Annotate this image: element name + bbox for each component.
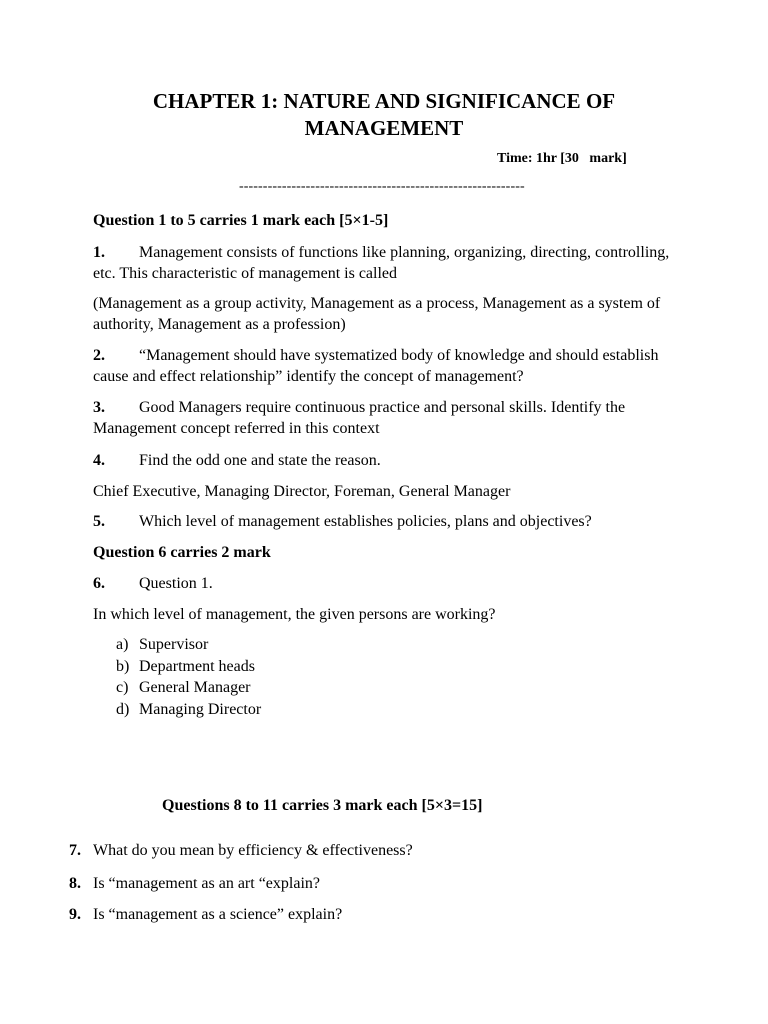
question-6-list: [116, 634, 261, 720]
question-6: [93, 573, 683, 594]
separator-line: ------------------------------------------------------------: [239, 179, 525, 194]
chapter-title: [0, 88, 768, 142]
question-4: [93, 450, 683, 471]
chapter-title-line2: MANAGEMENT: [304, 116, 464, 140]
question-number: 3.: [93, 399, 105, 416]
question-2: [93, 345, 683, 387]
list-item: d) Managing Director: [116, 700, 262, 718]
question-number: 2.: [93, 347, 105, 364]
section3-heading: Questions 8 to 11 carries 3 mark each [5×3=15]: [162, 797, 483, 814]
question-number: 9.: [69, 906, 81, 923]
list-item: b) Department heads: [116, 657, 255, 675]
chapter-title-line1: CHAPTER 1: NATURE AND SIGNIFICANCE OF: [152, 89, 616, 113]
question-text: Management consists of functions like planning, organizing, directing, controlling, etc. This characteristic of management is called: [93, 244, 670, 282]
section2-heading: Question 6 carries 2 mark: [93, 544, 271, 561]
question-9: [69, 904, 683, 925]
question-1-options: (Management as a group activity, Management as a process, Management as a system of authority, Management as a profession): [93, 295, 661, 333]
question-text: Question 1.: [139, 575, 213, 592]
section1-heading: Question 1 to 5 carries 1 mark each [5×1-5]: [93, 212, 389, 229]
question-number: 5.: [93, 513, 105, 530]
question-6-prompt: In which level of management, the given persons are working?: [93, 606, 496, 623]
question-4-options: Chief Executive, Managing Director, Foreman, General Manager: [93, 483, 511, 500]
question-number: 8.: [69, 875, 81, 892]
question-number: 7.: [69, 842, 81, 859]
question-text: Find the odd one and state the reason.: [139, 452, 381, 469]
question-text: Good Managers require continuous practice and personal skills. Identify the Management concept referred in this context: [93, 399, 626, 437]
question-text: “Management should have systematized body of knowledge and should establish cause and effect relationship” identify the concept of management?: [93, 347, 659, 385]
question-text: Is “management as an art “explain?: [93, 875, 320, 892]
question-text: What do you mean by efficiency & effectiveness?: [93, 842, 413, 859]
question-number: 6.: [93, 575, 105, 592]
question-number: 1.: [93, 244, 105, 261]
question-5: [93, 511, 683, 532]
question-7: [69, 840, 683, 861]
list-item: a) Supervisor: [116, 636, 209, 653]
question-number: 4.: [93, 452, 105, 469]
time-marks: Time: 1hr [30 mark]: [497, 151, 627, 166]
question-1: [93, 242, 683, 284]
question-8: [69, 873, 683, 894]
question-text: Which level of management establishes policies, plans and objectives?: [139, 513, 592, 530]
question-text: Is “management as a science” explain?: [93, 906, 343, 923]
list-item: c) General Manager: [116, 679, 251, 696]
question-3: [93, 397, 683, 439]
